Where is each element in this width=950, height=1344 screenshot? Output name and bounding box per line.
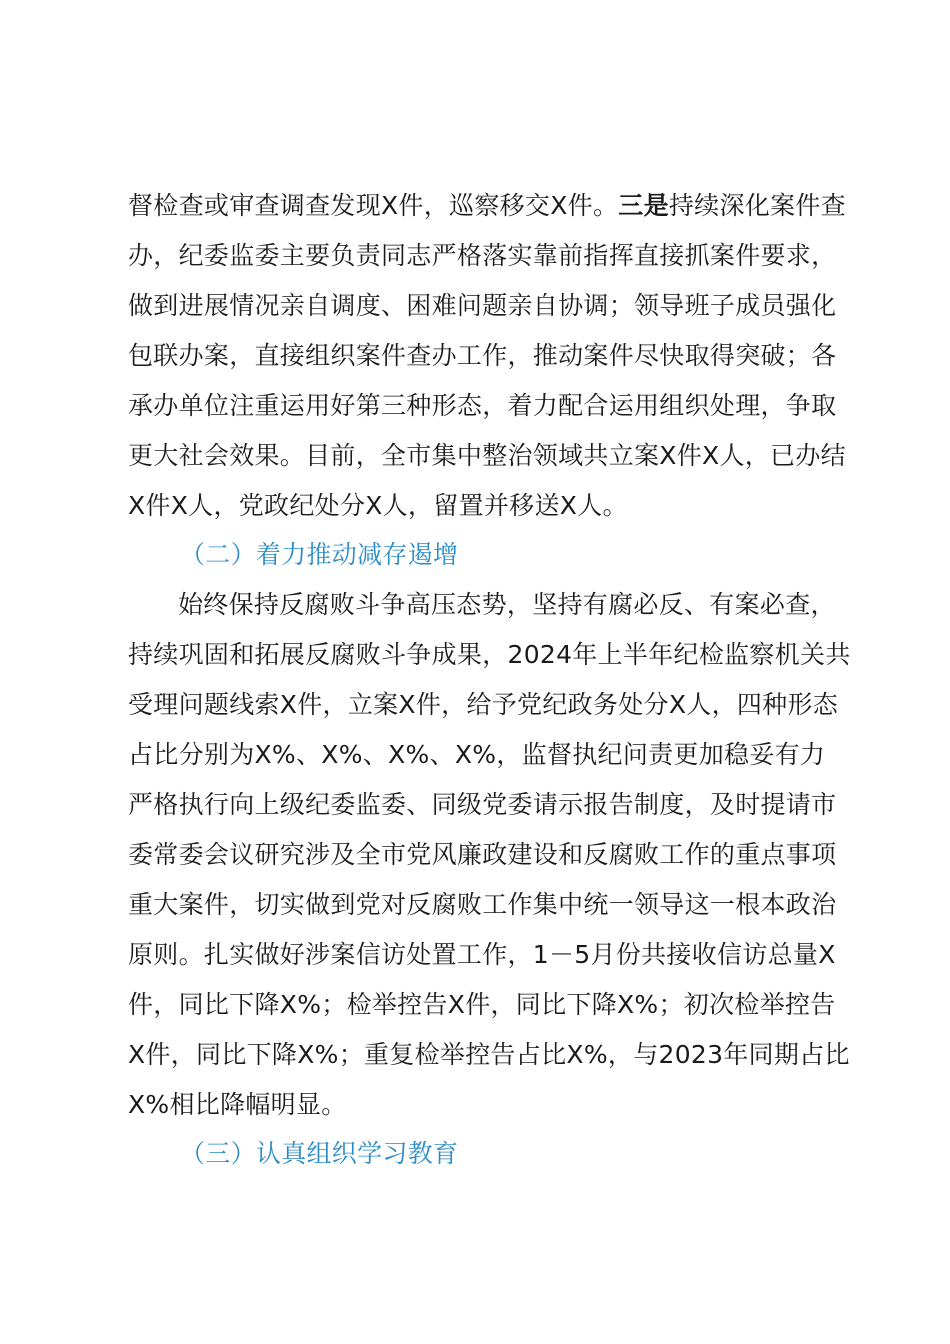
paragraph-2-line-9: 件，同比下降X%；检举控告X件，同比下降X%；初次检举控告 <box>128 990 836 1019</box>
paragraph-2-line-3: 受理问题线索X件，立案X件，给予党纪政务处分X人，四种形态 <box>128 690 839 719</box>
paragraph-1-line-4: 包联办案，直接组织案件查办工作，推动案件尽快取得突破；各 <box>128 341 837 370</box>
section-heading-3: （三）认真组织学习教育 <box>180 1139 459 1168</box>
paragraph-1-line-6: 更大社会效果。目前，全市集中整治领域共立案X件X人，已办结 <box>128 441 846 470</box>
paragraph-2-line-2: 持续巩固和拓展反腐败斗争成果，2024年上半年纪检监察机关共 <box>128 640 851 669</box>
paragraph-1-line-5: 承办单位注重运用好第三种形态，着力配合运用组织处理，争取 <box>128 391 837 420</box>
emphasis-text: 三是 <box>618 191 669 220</box>
paragraph-1-line-2: 办，纪委监委主要负责同志严格落实靠前指挥直接抓案件要求， <box>128 241 837 270</box>
paragraph-1-line-7: X件X人，党政纪处分X人，留置并移送X人。 <box>128 491 628 520</box>
paragraph-2-line-1: 始终保持反腐败斗争高压态势，坚持有腐必反、有案必查， <box>178 590 836 619</box>
paragraph-1-line-1 <box>128 181 858 231</box>
paragraph-2-line-6: 委常委会议研究涉及全市党风廉政建设和反腐败工作的重点事项 <box>128 840 837 869</box>
paragraph-2-line-5: 严格执行向上级纪委监委、同级党委请示报告制度，及时提请市 <box>128 790 837 819</box>
paragraph-2-line-10: X件，同比下降X%；重复检举控告占比X%，与2023年同期占比 <box>128 1040 850 1069</box>
text-segment: 督检查或审查调查发现X件，巡察移交X件。 <box>128 191 619 220</box>
paragraph-2-line-8: 原则。扎实做好涉案信访处置工作，1－5月份共接收信访总量X <box>128 940 836 969</box>
text-segment: 持续深化案件查 <box>668 191 846 220</box>
paragraph-1-line-3: 做到进展情况亲自调度、困难问题亲自协调；领导班子成员强化 <box>128 291 837 320</box>
section-heading-2: （二）着力推动减存遏增 <box>180 540 459 569</box>
paragraph-2-line-4: 占比分别为X%、X%、X%、X%，监督执纪问责更加稳妥有力 <box>128 740 826 769</box>
paragraph-2-line-7: 重大案件，切实做到党对反腐败工作集中统一领导这一根本政治 <box>128 890 837 919</box>
paragraph-2-line-11: X%相比降幅明显。 <box>128 1090 347 1119</box>
